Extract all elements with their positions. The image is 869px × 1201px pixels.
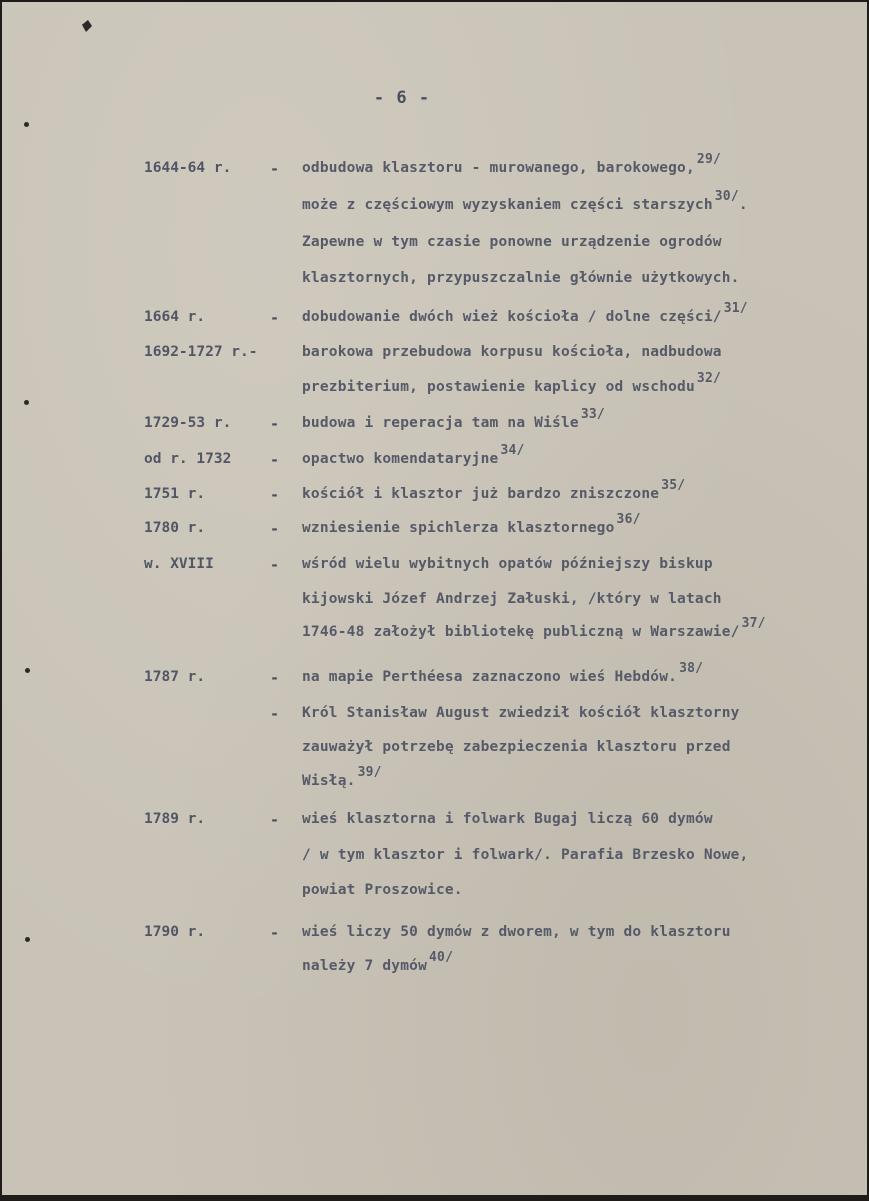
- entry-date: 1790 r.: [144, 924, 206, 940]
- entry-text-line: 1746-48 założył bibliotekę publiczną w Warszawie/37/: [302, 616, 766, 640]
- entry-dash: -: [270, 486, 280, 504]
- entry-text-line: / w tym klasztor i folwark/. Parafia Brzesko Nowe,: [302, 847, 749, 863]
- footnote-ref: 32/: [696, 371, 722, 386]
- entry-date: 1789 r.: [144, 811, 206, 827]
- footnote-ref: 35/: [661, 478, 686, 493]
- entry-text-line: na mapie Perthéesa zaznaczono wieś Hebdów.38/: [302, 661, 704, 685]
- footnote-ref: 39/: [357, 765, 382, 780]
- entry-text-line: wzniesienie spichlerza klasztornego36/: [302, 512, 641, 536]
- ink-dot: [24, 400, 29, 405]
- ink-dot: [24, 122, 29, 127]
- entry-text-line: budowa i reperacja tam na Wiśle33/: [302, 407, 605, 431]
- entry-text-line: kościół i klasztor już bardzo zniszczone35/: [302, 478, 686, 502]
- entry-text-line: prezbiterium, postawienie kaplicy od wschodu32/: [302, 371, 722, 395]
- entry-text-line: należy 7 dymów40/: [302, 950, 454, 974]
- entry-dash: -: [270, 415, 280, 433]
- entry-date: od r. 1732: [144, 451, 232, 467]
- entry-date: 1787 r.: [144, 669, 206, 685]
- entry-text-line: zauważył potrzebę zabezpieczenia klasztoru przed: [302, 739, 731, 755]
- entry-text-line: wieś liczy 50 dymów z dworem, w tym do klasztoru: [302, 924, 731, 940]
- entry-text-line: klasztornych, przypuszczalnie głównie użytkowych.: [302, 270, 740, 286]
- footnote-ref: 40/: [429, 950, 454, 965]
- document-page: [2, 2, 867, 1195]
- entry-dash: -: [270, 924, 280, 942]
- footnote-ref: 33/: [580, 407, 605, 422]
- entry-dash: -: [270, 451, 280, 469]
- entry-dash: -: [270, 160, 280, 178]
- entry-dash: -: [270, 705, 280, 723]
- entry-date: 1644-64 r.: [144, 160, 232, 176]
- entry-text-line: opactwo komendataryjne34/: [302, 443, 525, 467]
- entry-date: 1751 r.: [144, 486, 206, 502]
- entry-date: 1664 r.: [144, 309, 206, 325]
- entry-text-line: powiat Proszowice.: [302, 882, 463, 898]
- ink-dot: [25, 937, 30, 942]
- footnote-ref: 34/: [500, 443, 525, 458]
- entry-text-line: barokowa przebudowa korpusu kościoła, nadbudowa: [302, 344, 722, 360]
- ink-mark: [82, 20, 92, 32]
- entry-text-line: wieś klasztorna i folwark Bugaj liczą 60 dymów: [302, 811, 713, 827]
- entry-text-line: odbudowa klasztoru - murowanego, barokowego,29/: [302, 152, 722, 176]
- entry-text-line: Wisłą.39/: [302, 765, 382, 789]
- entry-date: w. XVIII: [144, 556, 214, 572]
- entry-dash: -: [270, 309, 280, 327]
- entry-text-line: wśród wielu wybitnych opatów późniejszy biskup: [302, 556, 713, 572]
- entry-date: 1692-1727 r.-: [144, 344, 258, 360]
- entry-date: 1729-53 r.: [144, 415, 232, 431]
- footnote-ref: 31/: [723, 301, 748, 316]
- entry-text-line: kijowski Józef Andrzej Załuski, /który w latach: [302, 591, 722, 607]
- entry-dash: -: [270, 556, 280, 574]
- entry-dash: -: [270, 811, 280, 829]
- footnote-ref: 36/: [616, 512, 641, 527]
- entry-text-line: dobudowanie dwóch wież kościoła / dolne części/31/: [302, 301, 748, 325]
- entry-text-line: Król Stanisław August zwiedził kościół klasztorny: [302, 705, 740, 721]
- footnote-ref: 30/: [714, 189, 739, 204]
- entry-dash: -: [270, 520, 280, 538]
- footnote-ref: 38/: [679, 661, 704, 676]
- entry-dash: -: [270, 669, 280, 687]
- ink-dot: [25, 668, 30, 673]
- page-number: - 6 -: [373, 88, 431, 108]
- entry-date: 1780 r.: [144, 520, 206, 536]
- footnote-ref: 37/: [741, 616, 766, 631]
- entry-text-line: może z częściowym wyzyskaniem części starszych30/.: [302, 189, 748, 213]
- entry-text-line: Zapewne w tym czasie ponowne urządzenie ogrodów: [302, 234, 722, 250]
- footnote-ref: 29/: [696, 152, 722, 167]
